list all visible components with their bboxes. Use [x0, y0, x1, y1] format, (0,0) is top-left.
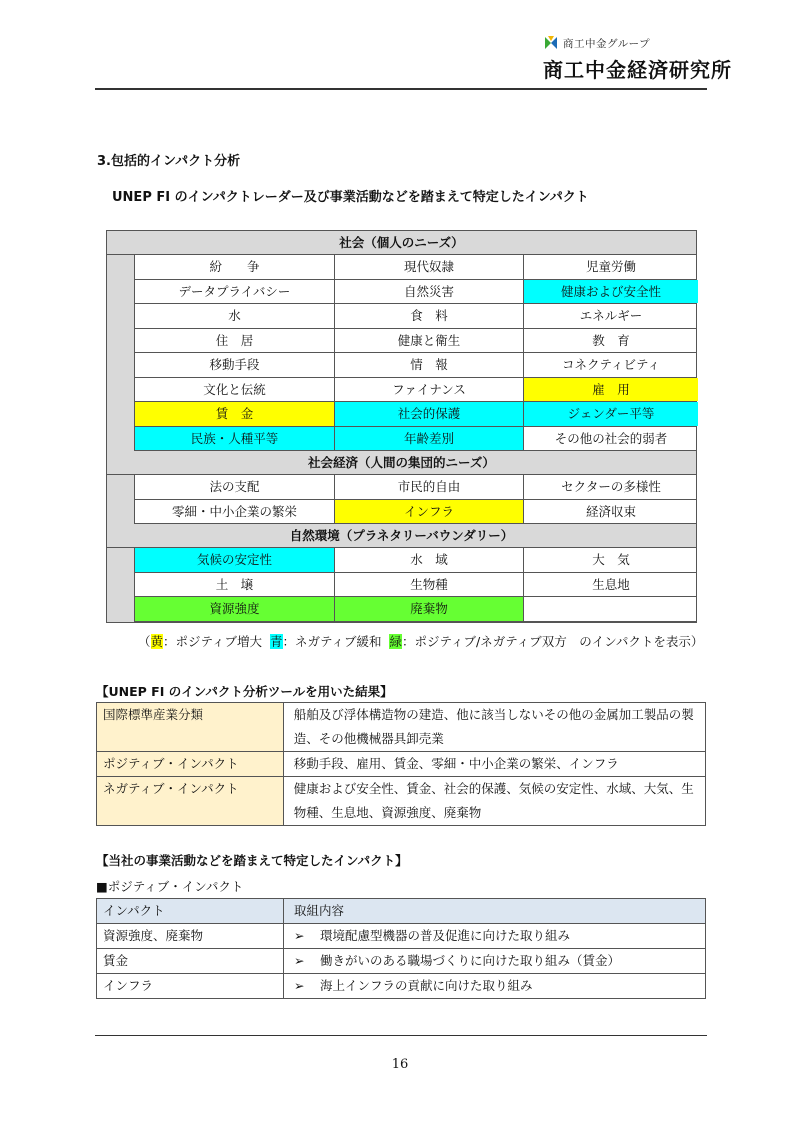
- radar-row: [135, 548, 696, 573]
- arrow-bullet-icon: ➢: [294, 953, 305, 968]
- impact-cell: エネルギー: [579, 308, 643, 323]
- legend-cyan-swatch: 青: [270, 634, 283, 649]
- radar-row: [135, 402, 696, 427]
- impact-cell: 健康および安全性: [524, 280, 698, 304]
- footer-divider: [95, 1035, 707, 1036]
- legend-green-text: ：ポジティブ/ネガティブ双方 のインパクトを表示）: [402, 634, 704, 649]
- table-row: [97, 703, 706, 752]
- sub-title: UNEP FI のインパクトレーダー及び事業活動などを踏まえて特定したインパクト: [112, 190, 589, 205]
- radar-row: [135, 427, 696, 452]
- result-value: 船舶及び浮体構造物の建造、他に該当しないその他の金属加工製品の製造、その他機械器具卸売業: [283, 703, 705, 752]
- impact-cell: 住 居: [135, 329, 335, 353]
- impact-cell: 資源強度: [135, 597, 335, 621]
- activity-cell: [284, 974, 706, 999]
- header-divider: [95, 88, 707, 90]
- impact-cell: 水 域: [335, 548, 524, 572]
- impact-cell: 移動手段: [135, 353, 335, 377]
- impact-cell: その他の社会的弱者: [554, 430, 668, 446]
- activity-text: 海上インフラの貢献に向けた取り組み: [320, 978, 533, 993]
- impact-cell: 賃金: [97, 949, 284, 974]
- legend-yellow-swatch: 黄: [150, 634, 164, 649]
- impact-cell: 経済収束: [585, 503, 636, 519]
- impact-cell: 文化と伝統: [135, 378, 335, 402]
- impact-cell: 気候の安定性: [135, 548, 335, 572]
- page-number: 16: [391, 1057, 409, 1072]
- activity-cell: [284, 924, 706, 949]
- impact-cell: 生物種: [335, 573, 524, 597]
- radar-row: [135, 280, 696, 305]
- table-row: [97, 924, 706, 949]
- company-name: 商工中金経済研究所: [543, 58, 732, 82]
- impact-cell: 社会的保護: [335, 402, 524, 426]
- arrow-bullet-icon: ➢: [294, 978, 305, 993]
- impact-cell: 年齢差別: [335, 427, 524, 451]
- result-value: 健康および安全性、賃金、社会的保護、気候の安定性、水域、大気、生物種、生息地、資源強度、廃棄物: [283, 777, 705, 826]
- natural-heading: 自然環境（プラネタリーバウンダリー）: [107, 524, 696, 548]
- impact-cell: 紛 争: [135, 255, 335, 279]
- impact-cell: 市民的自由: [335, 475, 524, 499]
- impact-cell: 児童労働: [585, 259, 636, 274]
- impact-cell: 廃棄物: [335, 597, 524, 621]
- legend-open: （: [138, 634, 151, 649]
- impact-cell: 賃 金: [135, 402, 335, 426]
- table-header-row: [97, 899, 706, 924]
- radar-row: [135, 329, 696, 354]
- legend-cyan-text: ：ネガティブ緩和: [282, 634, 382, 649]
- activity-text: 働きがいのある職場づくりに向けた取り組み（賃金）: [320, 953, 621, 968]
- impact-cell: セクターの多様性: [561, 479, 661, 494]
- impact-cell: [524, 597, 698, 621]
- activity-table: [96, 898, 706, 999]
- legend-green-swatch: 緑: [389, 634, 402, 649]
- impact-cell: 民族・人種平等: [135, 427, 335, 451]
- impact-cell: 健康と衛生: [335, 329, 524, 353]
- impact-cell: 大 気: [592, 552, 630, 567]
- result-key: 国際標準産業分類: [97, 703, 284, 752]
- socioeconomic-heading: 社会経済（人間の集団的ニーズ）: [107, 451, 696, 475]
- natural-block: [134, 548, 696, 622]
- impact-cell: 生息地: [592, 576, 630, 592]
- impact-cell: 法の支配: [135, 475, 335, 499]
- positive-impact-label: ■ポジティブ・インパクト: [96, 879, 244, 894]
- column-header-activity: 取組内容: [284, 899, 706, 924]
- impact-cell: 零細・中小企業の繁栄: [135, 500, 335, 524]
- legend-yellow-text: ：ポジティブ増大: [163, 634, 263, 649]
- impact-cell: 資源強度、廃棄物: [97, 924, 284, 949]
- radar-row: [135, 255, 696, 280]
- group-name: 商工中金グループ: [563, 37, 651, 50]
- table-row: [97, 752, 706, 777]
- impact-cell: 雇 用: [524, 378, 698, 402]
- impact-cell: コネクティビティ: [561, 357, 660, 372]
- impact-cell: 土 壌: [135, 573, 335, 597]
- impact-cell: 現代奴隷: [335, 255, 524, 279]
- activity-text: 環境配慮型機器の普及促進に向けた取り組み: [320, 928, 571, 943]
- radar-row: [135, 475, 696, 500]
- arrow-bullet-icon: ➢: [294, 928, 305, 943]
- company-logo: [543, 34, 732, 83]
- table-row: [97, 777, 706, 826]
- radar-row: [135, 378, 696, 403]
- socioeconomic-block: [134, 475, 696, 524]
- impact-cell: 水: [135, 304, 335, 328]
- color-legend: [138, 632, 703, 650]
- table-row: [97, 949, 706, 974]
- impact-cell: 教 育: [592, 332, 630, 348]
- radar-row: [135, 304, 696, 329]
- impact-cell: ジェンダー平等: [524, 402, 698, 426]
- impact-cell: 食 料: [335, 304, 524, 328]
- radar-row: [135, 597, 696, 622]
- impact-cell: 情 報: [335, 353, 524, 377]
- result-title: 【UNEP FI のインパクト分析ツールを用いた結果】: [96, 684, 393, 699]
- logo-mark-icon: [543, 35, 559, 51]
- radar-row: [135, 573, 696, 598]
- impact-cell: インフラ: [97, 974, 284, 999]
- company-impact-title: 【当社の事業活動などを踏まえて特定したインパクト】: [96, 853, 408, 868]
- result-key: ポジティブ・インパクト: [97, 752, 284, 777]
- result-value: 移動手段、雇用、賃金、零細・中小企業の繁栄、インフラ: [283, 752, 705, 777]
- section-title: 3.包括的インパクト分析: [97, 154, 241, 169]
- impact-radar-table: [106, 230, 697, 623]
- impact-cell: インフラ: [335, 500, 524, 524]
- activity-cell: [284, 949, 706, 974]
- social-heading: 社会（個人のニーズ）: [107, 231, 696, 255]
- social-block: [134, 255, 696, 451]
- table-row: [97, 974, 706, 999]
- radar-row: [135, 500, 696, 525]
- impact-cell: データプライバシー: [135, 280, 335, 304]
- result-table: [96, 702, 706, 826]
- radar-row: [135, 353, 696, 378]
- column-header-impact: インパクト: [97, 899, 284, 924]
- impact-cell: ファイナンス: [335, 378, 524, 402]
- impact-cell: 自然災害: [335, 280, 524, 304]
- result-key: ネガティブ・インパクト: [97, 777, 284, 826]
